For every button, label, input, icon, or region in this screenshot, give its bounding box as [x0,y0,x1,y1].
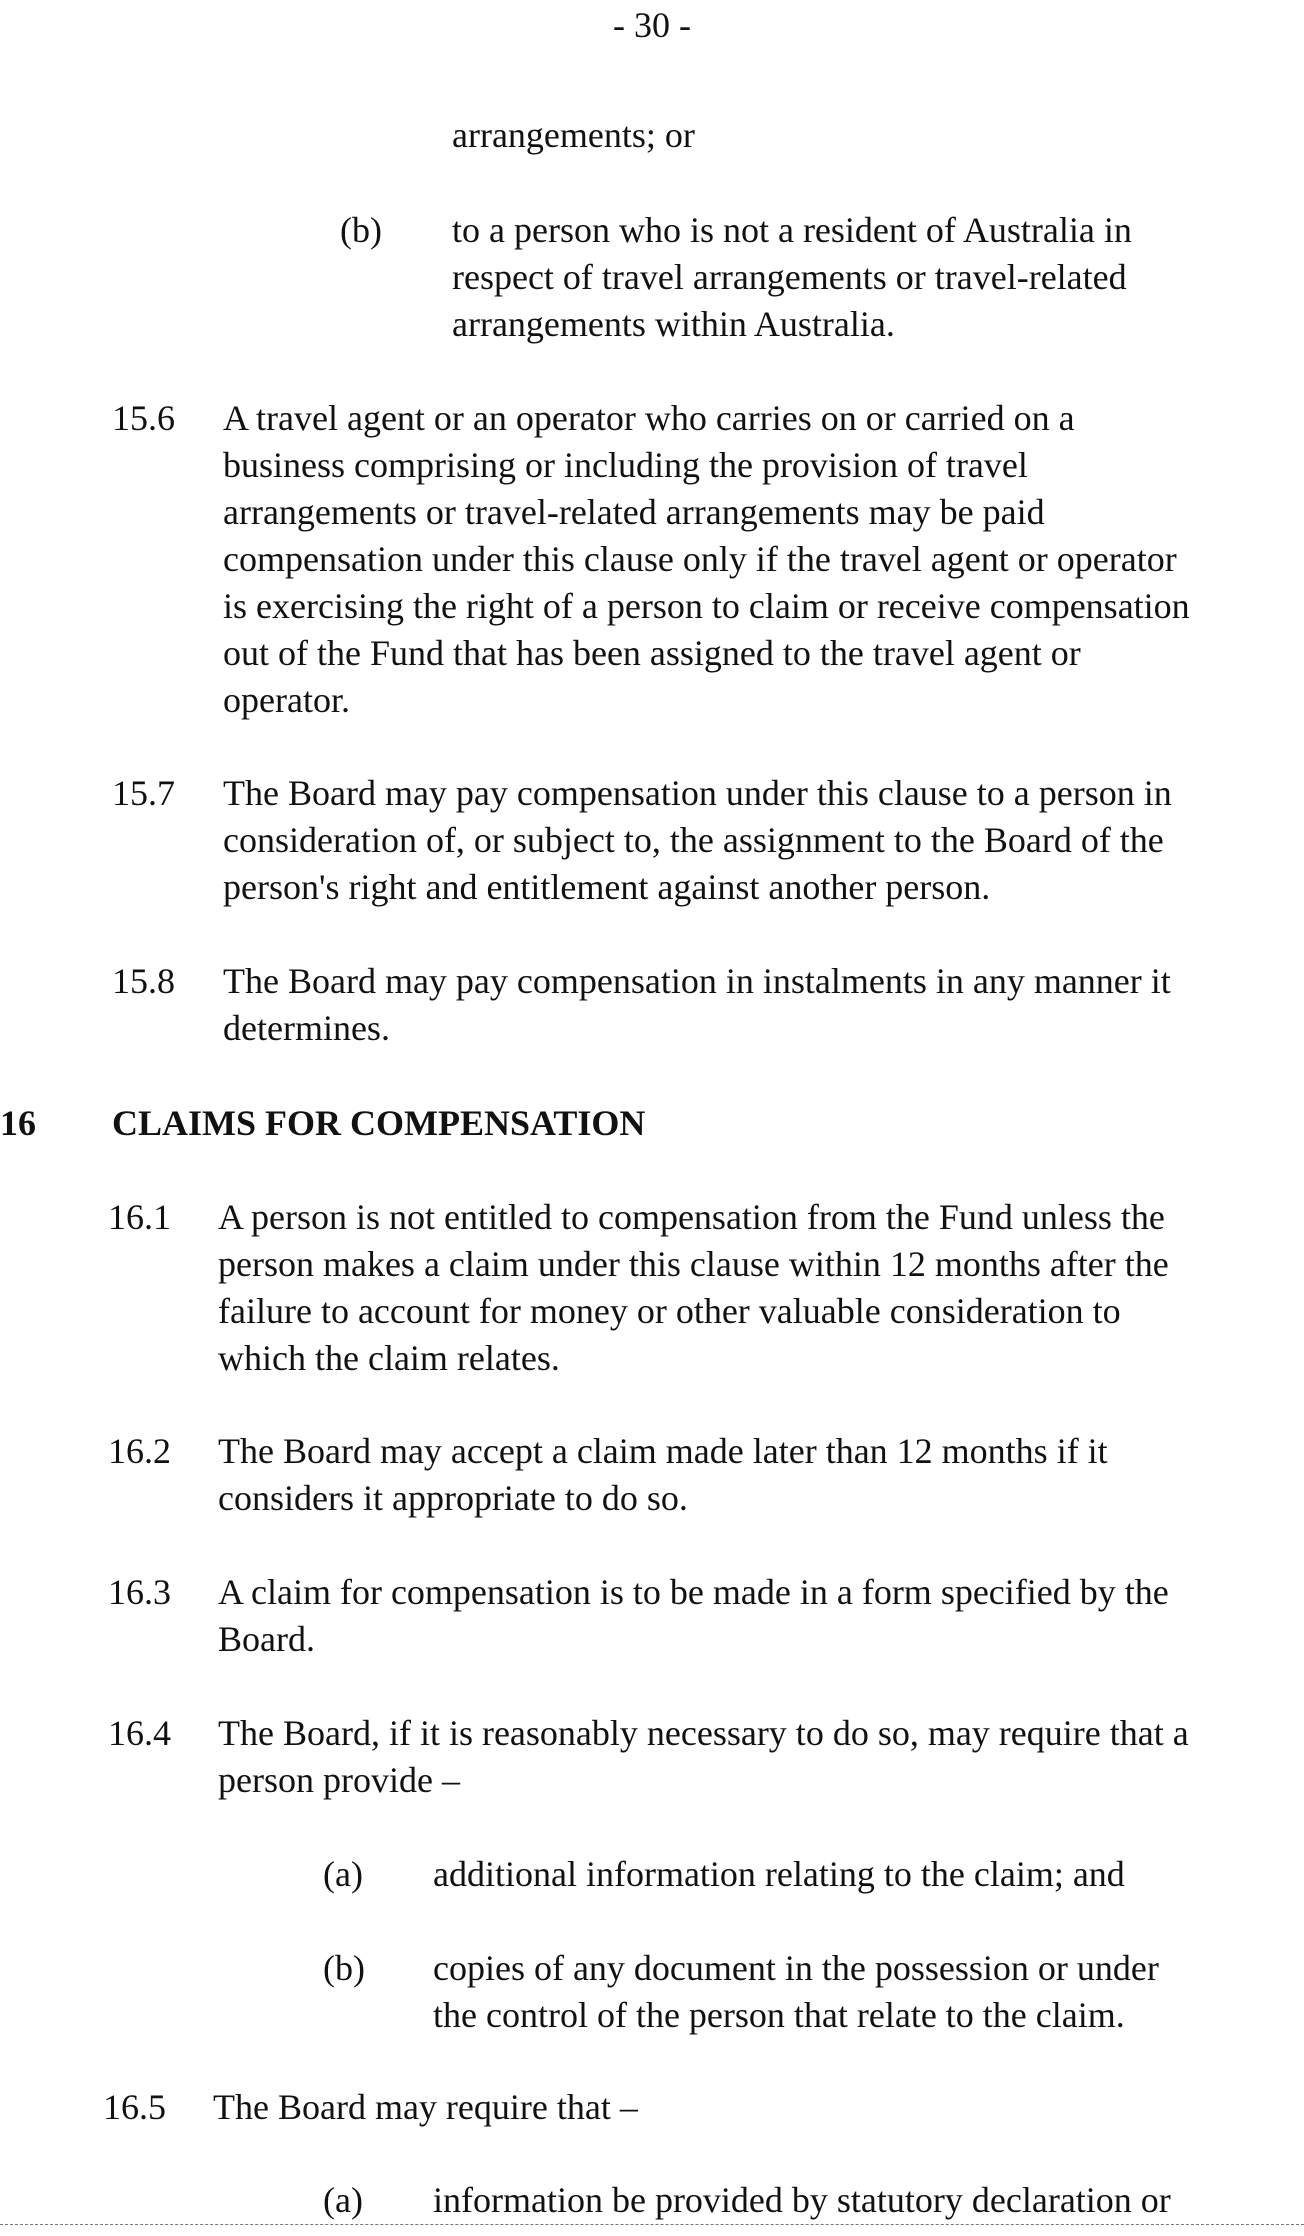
clause-number: 15.8 [112,961,175,1001]
clause-number: 16.5 [103,2087,166,2127]
item-text: information be provided by statutory declaration or [433,2180,1171,2220]
clause-number: 15.6 [112,398,175,438]
item-label: (b) [323,1948,365,1988]
section-number: 16 [0,1103,36,1143]
item-text: additional information relating to the claim; and [433,1854,1125,1894]
clause-text: The Board may require that – [213,2087,638,2127]
clause-text: A claim for compensation is to be made in a form specified by the Board. [218,1572,1169,1659]
clause-number: 16.1 [108,1197,171,1237]
section-title: CLAIMS FOR COMPENSATION [112,1103,646,1143]
continuation-text: arrangements; or [452,115,695,155]
clause-text: The Board, if it is reasonably necessary to do so, may require that a person provide – [218,1713,1189,1800]
clause-number: 16.4 [108,1713,171,1753]
page-number: - 30 - [613,5,691,45]
clause-number: 15.7 [112,773,175,813]
clause-text: A travel agent or an operator who carries on or carried on a business comprising or including the provision of travel arrangements or travel-related arrangements may be paid compensation under this clause only if the travel agent or operator is exercising the right of a person to claim or receive compensation out of the Fund that has been assigned to the travel agent or operator. [223,398,1190,720]
item-text: to a person who is not a resident of Australia in respect of travel arrangements or travel-related arrangements within Australia. [452,210,1132,344]
clause-number: 16.2 [108,1431,171,1471]
page-bottom-divider [0,2224,1304,2225]
clause-text: The Board may pay compensation in instalments in any manner it determines. [223,961,1171,1048]
clause-text: The Board may pay compensation under this clause to a person in consideration of, or subject to, the assignment to the Board of the person's right and entitlement against another person. [223,773,1172,907]
item-label: (a) [323,1854,363,1894]
item-text: copies of any document in the possession or under the control of the person that relate to the claim. [433,1948,1159,2035]
clause-text: A person is not entitled to compensation from the Fund unless the person makes a claim under this clause within 12 months after the failure to account for money or other valuable consideration to which the claim relates. [218,1197,1169,1378]
clause-text: The Board may accept a claim made later than 12 months if it considers it appropriate to do so. [218,1431,1108,1518]
item-label: (b) [340,210,382,250]
item-label: (a) [323,2180,363,2220]
clause-number: 16.3 [108,1572,171,1612]
